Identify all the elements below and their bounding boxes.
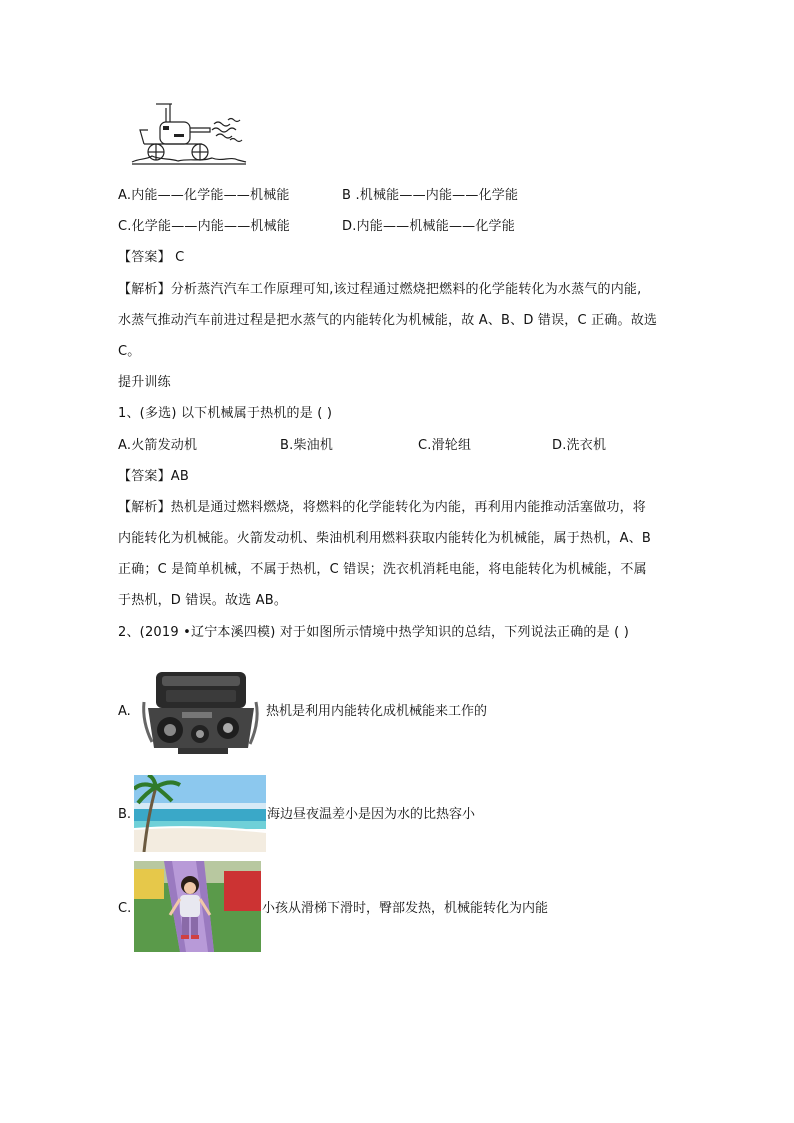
- engine-photo: [138, 662, 262, 758]
- q0-option-a: A.内能——化学能——机械能: [118, 188, 290, 203]
- q2-option-b-letter: B.: [118, 807, 132, 822]
- q1-stem: 1、(多选) 以下机械属于热机的是 ( ): [118, 406, 333, 421]
- steam-car-illustration: [130, 100, 248, 166]
- q1-analysis-line-2: 内能转化为机械能。火箭发动机、柴油机利用燃料获取内能转化为机械能，属于热机，A、B: [118, 531, 652, 546]
- q0-options-row1: [118, 187, 678, 205]
- q0-answer: 【答案】 C: [118, 250, 185, 265]
- q0-analysis-line-1: 【解析】分析蒸汽汽车工作原理可知,该过程通过燃烧把燃料的化学能转化为水蒸气的内能,: [118, 282, 642, 297]
- q1-analysis-line-1: 【解析】热机是通过燃料燃烧，将燃料的化学能转化为内能，再利用内能推动活塞做功，将: [118, 500, 647, 515]
- q1-analysis-line-3: 正确；C 是简单机械，不属于热机，C 错误；洗衣机消耗电能，将电能转化为机械能，不属: [118, 562, 647, 577]
- q1-options-row: [118, 437, 678, 455]
- q0-option-b: B .机械能——内能——化学能: [342, 188, 519, 203]
- q1-answer: 【答案】AB: [118, 469, 190, 484]
- q2-stem: 2、(2019 •辽宁本溪四模) 对于如图所示情境中热学知识的总结，下列说法正确的是 ( ): [118, 625, 630, 640]
- q2-option-c-letter: C.: [118, 901, 132, 916]
- beach-photo: [134, 775, 266, 852]
- q2-option-a-text: 热机是利用内能转化成机械能来工作的: [266, 704, 488, 719]
- q0-option-c: C.化学能——内能——机械能: [118, 219, 291, 234]
- q0-analysis-line-3: C。: [118, 344, 141, 359]
- q1-option-a: A.火箭发动机: [118, 438, 198, 453]
- q2-option-c-text: 小孩从滑梯下滑时，臀部发热，机械能转化为内能: [262, 901, 549, 916]
- q2-option-a-letter: A.: [118, 704, 131, 719]
- section-title: 提升训练: [118, 375, 171, 390]
- slide-photo: [134, 861, 261, 952]
- q0-option-d: D.内能——机械能——化学能: [342, 219, 515, 234]
- q0-options-row2: [118, 218, 678, 236]
- q1-analysis-line-4: 于热机，D 错误。故选 AB。: [118, 593, 288, 608]
- q1-option-b: B.柴油机: [280, 438, 334, 453]
- q1-option-c: C.滑轮组: [418, 438, 472, 453]
- q1-option-d: D.洗衣机: [552, 438, 607, 453]
- q2-option-b-text: 海边昼夜温差小是因为水的比热容小: [267, 807, 476, 822]
- q0-analysis-line-2: 水蒸气推动汽车前进过程是把水蒸气的内能转化为机械能，故 A、B、D 错误，C 正确。故选: [118, 313, 658, 328]
